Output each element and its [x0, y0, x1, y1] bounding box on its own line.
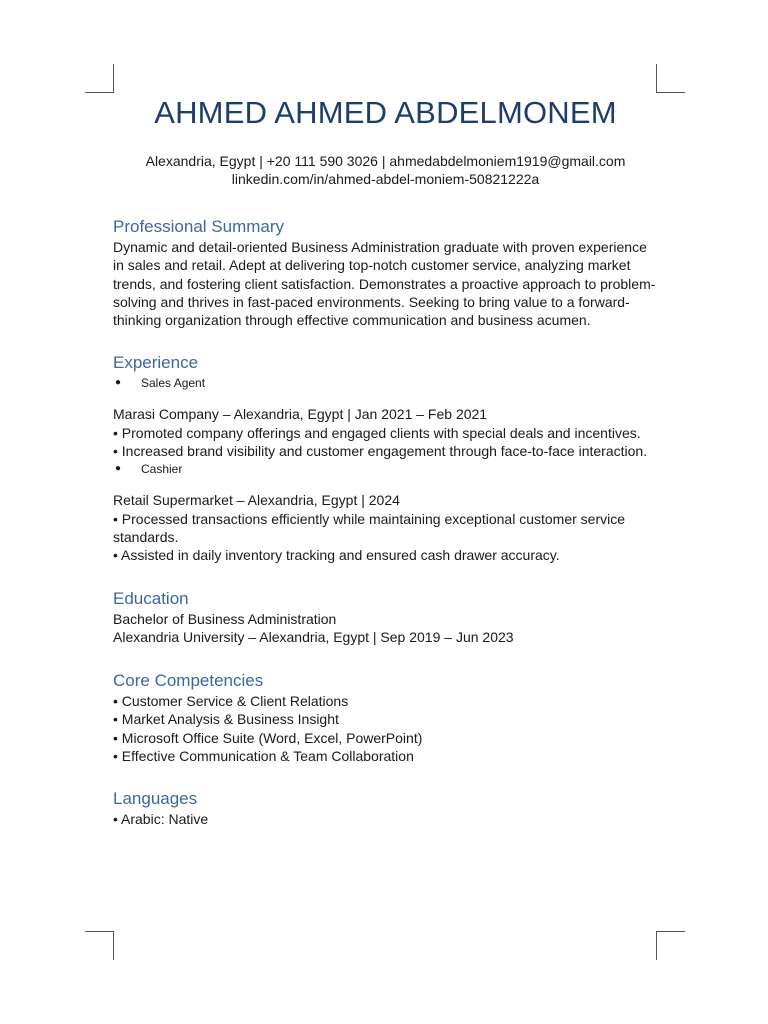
languages-section — [113, 788, 658, 828]
job-role — [113, 374, 658, 392]
competency-item: • Market Analysis & Business Insight — [113, 711, 339, 728]
candidate-name: AHMED AHMED ABDELMONEM — [154, 95, 617, 130]
summary-section — [113, 216, 658, 329]
job-role — [113, 460, 658, 478]
job-role-label: Cashier — [141, 462, 183, 477]
section-title: Core Competencies — [113, 671, 264, 691]
bullet-icon: ● — [115, 377, 122, 389]
section-title: Experience — [113, 353, 199, 373]
contact-block — [113, 152, 658, 188]
crop-mark-bottom-left — [85, 931, 114, 960]
job-role-label: Sales Agent — [141, 376, 206, 391]
crop-mark-top-right — [656, 64, 685, 93]
competency-item: • Effective Communication & Team Collaboration — [113, 748, 414, 765]
section-title: Education — [113, 588, 189, 608]
experience-section — [113, 352, 658, 564]
education-degree: Bachelor of Business Administration — [113, 610, 337, 627]
contact-line: Alexandria, Egypt | +20 111 590 3026 | ahmedabdelmoniem1919@gmail.com — [145, 153, 626, 169]
competency-item: • Customer Service & Client Relations — [113, 693, 349, 710]
job-point: • Promoted company offerings and engaged clients with special deals and incentives. — [113, 424, 641, 441]
section-title: Professional Summary — [113, 217, 285, 236]
job-point: • Processed transactions efficiently while maintaining exceptional customer service standards. — [113, 510, 625, 545]
competencies-section — [113, 670, 658, 765]
linkedin-line: linkedin.com/in/ahmed-abdel-moniem-50821222a — [231, 171, 540, 187]
summary-text: Dynamic and detail-oriented Business Administration graduate with proven experience in sales and retail. Adept at delivering top-notch customer service, analyzing market trends, and fostering client satisfaction. Demonstrates a proactive approach to problem-solving and thrives in fast-paced environments. Seeking to bring value to a forward-thinking organization through effective communication and business acumen. — [113, 239, 656, 329]
education-school: Alexandria University – Alexandria, Egypt | Sep 2019 – Jun 2023 — [113, 628, 514, 645]
job-point: • Increased brand visibility and customer engagement through face-to-face interaction. — [113, 443, 648, 460]
language-item: • Arabic: Native — [113, 811, 209, 828]
job-company: Marasi Company – Alexandria, Egypt | Jan 2021 – Feb 2021 — [113, 406, 488, 423]
education-section — [113, 588, 658, 647]
bullet-icon: ● — [115, 463, 122, 475]
section-title: Languages — [113, 789, 198, 809]
job-company: Retail Supermarket – Alexandria, Egypt | 2024 — [113, 492, 400, 509]
competency-item: • Microsoft Office Suite (Word, Excel, PowerPoint) — [113, 729, 423, 746]
job-point: • Assisted in daily inventory tracking and ensured cash drawer accuracy. — [113, 547, 560, 564]
crop-mark-top-left — [85, 64, 114, 93]
crop-mark-bottom-right — [656, 931, 685, 960]
resume-page — [113, 92, 658, 829]
